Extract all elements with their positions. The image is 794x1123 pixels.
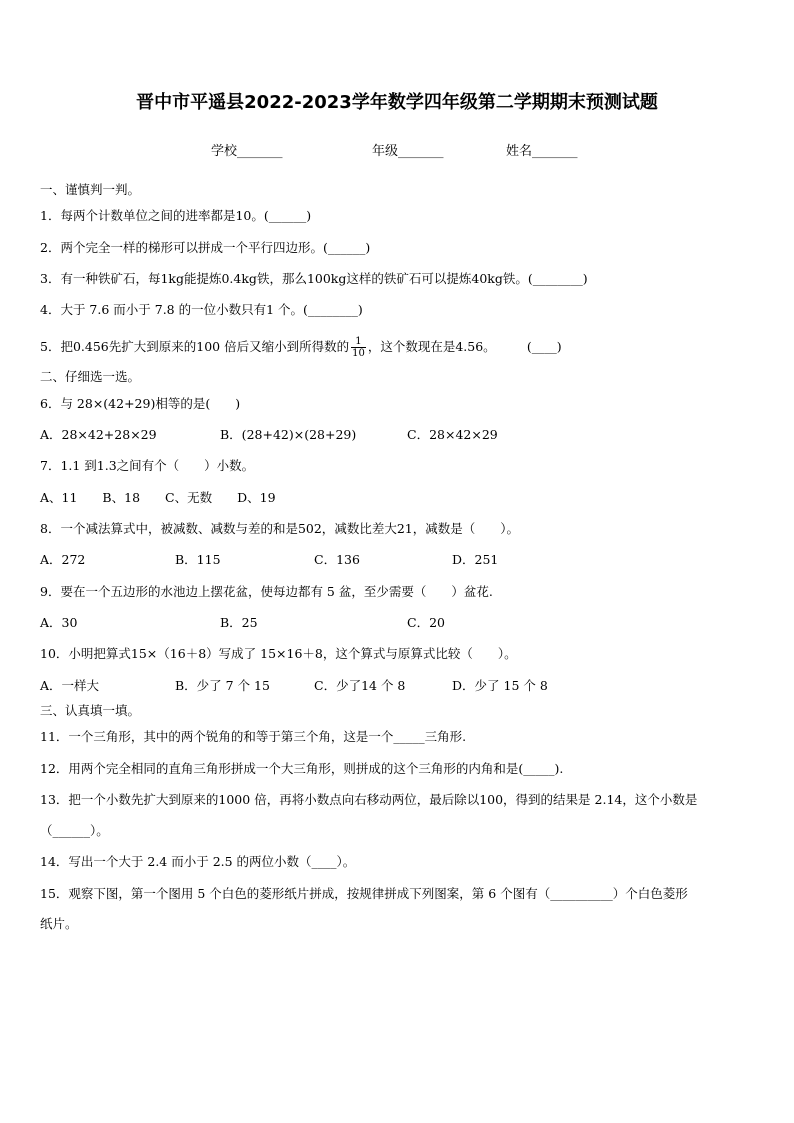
question-5 — [40, 336, 562, 359]
question-8-option-d: D．251 — [452, 552, 499, 567]
question-15-line-1: 15．观察下图，第一个图用 5 个白色的菱形纸片拼成，按规律拼成下列图案，第 6 个图有（__________）个白色菱形 — [40, 886, 688, 901]
school-field[interactable]: 学校_______ — [211, 144, 283, 159]
question-8: 8．一个减法算式中，被减数、减数与差的和是502，减数比差大21，减数是（ ）。 — [40, 521, 519, 536]
question-8-option-a: A．272 — [40, 552, 86, 567]
question-11: 11．一个三角形，其中的两个锐角的和等于第三个角，这是一个_____三角形. — [40, 729, 467, 744]
question-8-option-b: B．115 — [175, 552, 221, 567]
question-9-option-a: A．30 — [40, 615, 78, 630]
grade-field[interactable]: 年级_______ — [372, 144, 444, 159]
question-5-text-b: ，这个数现在是4.56。 (____) — [367, 339, 562, 354]
question-10-option-c: C．少了14 个 8 — [314, 678, 406, 693]
question-10-option-a: A．一样大 — [40, 678, 100, 693]
question-9-option-b: B．25 — [220, 615, 258, 630]
question-6-option-b: B．(28+42)×(28+29) — [220, 427, 357, 442]
question-6-option-c: C．28×42×29 — [407, 427, 498, 442]
question-8-option-c: C．136 — [314, 552, 360, 567]
question-7-options: A、11 B、18 C、无数 D、19 — [40, 490, 276, 505]
fraction-denominator: 10 — [352, 348, 365, 359]
question-10-option-b: B．少了 7 个 15 — [175, 678, 270, 693]
question-10: 10．小明把算式15×（16＋8）写成了 15×16＋8，这个算式与原算式比较（ ）。 — [40, 646, 517, 661]
fraction-one-tenth — [351, 336, 366, 359]
question-9-option-c: C．20 — [407, 615, 445, 630]
question-13-line-1: 13．把一个小数先扩大到原来的1000 倍，再将小数点向右移动两位，最后除以100，得到的结果是 2.14，这个小数是 — [40, 792, 698, 807]
question-12: 12．用两个完全相同的直角三角形拼成一个大三角形，则拼成的这个三角形的内角和是(_____). — [40, 761, 564, 776]
question-2: 2．两个完全一样的梯形可以拼成一个平行四边形。(______) — [40, 240, 371, 255]
question-6: 6．与 28×(42+29)相等的是( ) — [40, 396, 241, 411]
question-4: 4．大于 7.6 而小于 7.8 的一位小数只有1 个。(________) — [40, 302, 363, 317]
name-field[interactable]: 姓名_______ — [506, 144, 578, 159]
question-15-line-2: 纸片。 — [40, 916, 78, 931]
question-3: 3．有一种铁矿石，每1kg能提炼0.4kg铁，那么100kg这样的铁矿石可以提炼40kg铁。(________) — [40, 271, 588, 286]
section-3-heading: 三、认真填一填。 — [40, 703, 141, 718]
question-7: 7．1.1 到1.3之间有个（ ）小数。 — [40, 458, 255, 473]
section-1-heading: 一、谨慎判一判。 — [40, 182, 141, 197]
question-13-line-2: （______）。 — [40, 823, 109, 838]
question-10-option-d: D．少了 15 个 8 — [452, 678, 548, 693]
question-6-option-a: A．28×42+28×29 — [40, 427, 157, 442]
fraction-numerator: 1 — [351, 336, 366, 348]
section-2-heading: 二、仔细选一选。 — [40, 369, 141, 384]
question-5-text-a: 5．把0.456先扩大到原来的100 倍后又缩小到所得数的 — [40, 339, 350, 354]
question-1: 1．每两个计数单位之间的进率都是10。(______) — [40, 208, 312, 223]
question-14: 14．写出一个大于 2.4 而小于 2.5 的两位小数（____）。 — [40, 854, 356, 869]
question-9: 9．要在一个五边形的水池边上摆花盆，使每边都有 5 盆，至少需要（ ）盆花. — [40, 584, 493, 599]
page-title: 晋中市平遥县2022-2023学年数学四年级第二学期期末预测试题 — [136, 92, 658, 113]
